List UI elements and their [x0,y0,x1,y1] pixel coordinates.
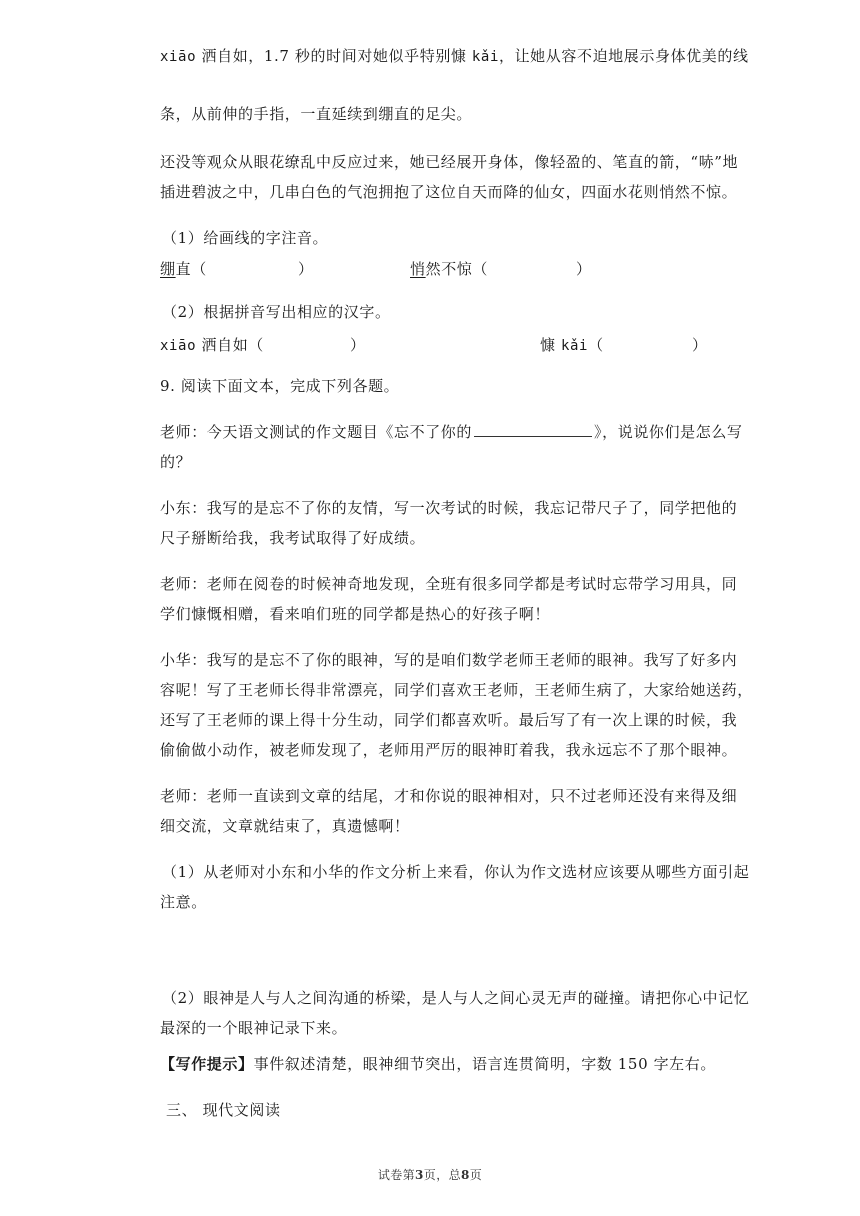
page-footer: 试卷第3页，总8页 [377,1168,483,1182]
section-heading: 三、 现代文阅读 [166,1101,281,1119]
q8-sub2: （2）根据拼音写出相应的汉字。 [162,303,391,321]
q8-sub2-item2-close: ） [692,336,708,354]
q9-sub2-line-1: （2）眼神是人与人之间沟通的桥梁，是人与人之间心灵无声的碰撞。请把你心中记忆 [162,989,750,1007]
xiaohua-line-1: 小华：我写的是忘不了你的眼神，写的是咱们数学老师王老师的眼神。我写了好多内 [160,651,738,669]
q8-sub2-item1: xiāo 洒自如（ [160,336,264,354]
q8-sub2-item2: 慷 kǎi（ [540,336,604,354]
total-pages: 8 [461,1168,470,1182]
writing-tip [160,1054,716,1074]
writing-tip-text: 事件叙述清楚，眼神细节突出，语言连贯简明，字数 150 字左右。 [253,1055,716,1073]
pinyin-kai: kǎi [471,49,499,65]
xiaohua-line-4: 偷偷做小动作，被老师发现了，老师用严厉的眼神盯着我，我永远忘不了那个眼神。 [160,741,738,759]
underlined-char: 悄 [410,260,426,278]
teacher-line-2: 老师：老师在阅卷的时候神奇地发现，全班有很多同学都是考试时忘带学习用具，同 [160,575,738,593]
q8-sub1: （1）给画线的字注音。 [162,229,329,247]
teacher-line-1b: 的？ [160,453,192,471]
xiaohua-line-3: 还写了王老师的课上得十分生动，同学们都喜欢听。最后写了有一次上课的时候，我 [160,711,738,729]
pinyin-kai: kǎi [560,338,589,354]
q8-sub1-item2-close: ） [576,260,592,278]
pinyin-xiao: xiāo [160,49,197,65]
q8-sub1-item1-close: ） [298,260,314,278]
pinyin-xiao: xiāo [160,338,197,354]
underlined-char: 绷 [160,260,176,278]
q8-sub2-item1-close: ） [350,336,366,354]
teacher-line-2b: 学们慷慨相赠，看来咱们班的同学都是热心的好孩子啊！ [160,605,551,623]
title-blank[interactable] [474,422,592,437]
passage-line-2: 条，从前伸的手指，一直延续到绷直的足尖。 [160,105,473,123]
teacher-line-3: 老师：老师一直读到文章的结尾，才和你说的眼神相对，只不过老师还没有来得及细 [160,787,738,805]
writing-tip-label: 【写作提示】 [160,1055,254,1073]
teacher-line-1: 老师：今天语文测试的作文题目《忘不了你的 》，说说你们是怎么写 [160,423,743,441]
passage-line-4: 插进碧波之中，几串白色的气泡拥抱了这位自天而降的仙女，四面水花则悄然不惊。 [160,183,738,201]
passage-line-3: 还没等观众从眼花缭乱中反应过来，她已经展开身体，像轻盈的、笔直的箭，“哧”地 [160,153,739,171]
q9-sub2-line-2: 最深的一个眼神记录下来。 [160,1019,348,1037]
page-number: 3 [415,1168,424,1182]
q9-sub1-line-1: （1）从老师对小东和小华的作文分析上来看，你认为作文选材应该要从哪些方面引起 [162,863,750,881]
q8-sub1-item2: 悄然不惊（ [410,260,489,278]
q8-sub1-item1: 绷直（ [160,260,207,278]
xiaodong-line-2: 尺子掰断给我，我考试取得了好成绩。 [160,529,426,547]
q9-sub1-line-2: 注意。 [160,893,207,911]
q9-heading: 9. 阅读下面文本，完成下列各题。 [160,377,400,395]
passage-line-1: xiāo 洒自如，1.7 秒的时间对她似乎特别慷 kǎi，让她从容不迫地展示身体优美的线 [160,47,749,65]
teacher-line-3b: 细交流，文章就结束了，真遗憾啊！ [160,817,410,835]
xiaodong-line-1: 小东：我写的是忘不了你的友情，写一次考试的时候，我忘记带尺子了，同学把他的 [160,499,738,517]
xiaohua-line-2: 容呢！写了王老师长得非常漂亮，同学们喜欢王老师，王老师生病了，大家给她送药， [160,681,753,699]
